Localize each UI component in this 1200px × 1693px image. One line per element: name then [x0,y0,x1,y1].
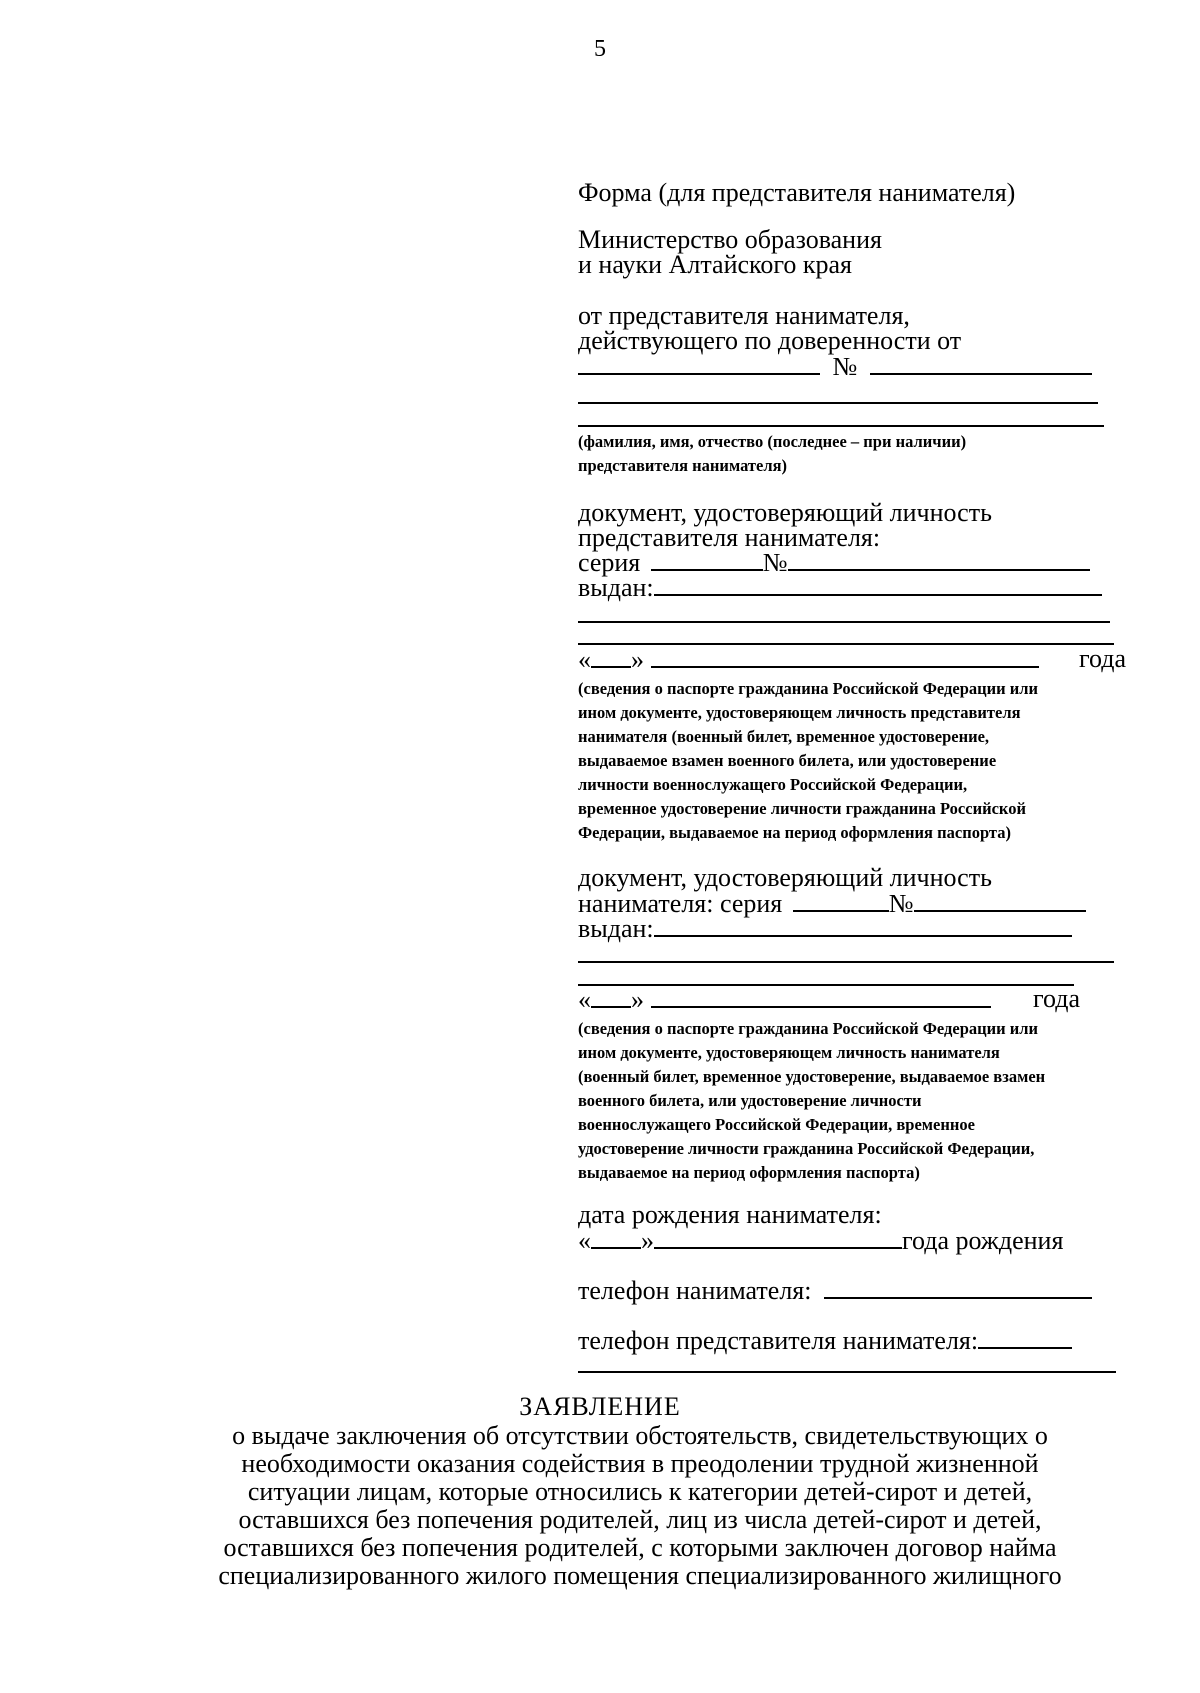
tenant-issued-row [578,915,1118,942]
birth-quote-close: » [641,1226,654,1255]
tenant-date-month-field[interactable] [651,986,991,1008]
tenant-doc-caption-line: удостоверение личности гражданина Российской Федерации, [578,1139,1035,1158]
rep-doc-caption-line: нанимателя (военный билет, временное удостоверение, [578,727,990,746]
rep-series-label: серия [578,548,641,577]
rep-doc-caption-line: ином документе, удостоверяющем личность представителя [578,703,1021,722]
birth-suffix: года рождения [902,1226,1064,1255]
tenant-doc-caption-line: выдаваемое на период оформления паспорта) [578,1163,920,1182]
rep-doc-line-2: представителя нанимателя: [578,523,881,552]
tenant-doc-caption [578,1017,1138,1185]
page-number: 5 [594,36,606,62]
rep-series-field[interactable] [651,549,763,571]
rep-date-month-field[interactable] [651,646,1039,668]
statement-line: необходимости оказания содействия в преодолении трудной жизненной [241,1449,1039,1478]
tenant-doc-caption-line: (сведения о паспорте гражданина Российской Федерации или [578,1019,1039,1038]
rep-phone-row [578,1327,1118,1354]
tenant-doc-series-row [578,890,1118,917]
proxy-number-sign: № [832,352,858,381]
birth-day-field[interactable] [591,1227,641,1249]
tenant-series-field[interactable] [793,890,889,912]
tenant-issued-line-2[interactable] [578,961,1114,963]
statement-heading: ЗАЯВЛЕНИЕ [519,1392,681,1421]
tenant-doc-caption-line: (военный билет, временное удостоверение, выдаваемое взамен [578,1067,1046,1086]
tenant-date-year-label: года [1032,984,1080,1013]
birth-label: дата рождения нанимателя: [578,1200,882,1229]
tenant-date-day-field[interactable] [591,986,631,1008]
rep-phone-field[interactable] [978,1327,1072,1349]
proxy-date-field[interactable] [578,353,820,375]
tenant-number-sign: № [888,889,914,918]
tenant-number-field[interactable] [914,890,1086,912]
rep-name-caption-1: (фамилия, имя, отчество (последнее – при наличии) [578,432,967,451]
rep-issued-row [578,574,1118,601]
rep-date-row [578,646,1126,673]
rep-date-quote-close: » [631,645,644,674]
rep-number-field[interactable] [788,549,1090,571]
rep-doc-caption-line: временное удостоверение личности гражданина Российской [578,799,1026,818]
tenant-date-quote-close: » [631,985,644,1014]
form-title: Форма (для представителя нанимателя) [578,178,1016,207]
rep-date-day-field[interactable] [591,646,631,668]
from-line-2: действующего по доверенности от [578,326,962,355]
tenant-phone-field[interactable] [824,1277,1092,1299]
tenant-issued-label: выдан: [578,914,654,943]
proxy-date-number-row [578,353,1118,383]
addressee-line-2: и науки Алтайского края [578,250,852,279]
rep-phone-label: телефон представителя нанимателя: [578,1326,979,1355]
rep-doc-caption-line: (сведения о паспорте гражданина Российской Федерации или [578,679,1039,698]
addressee-line-1: Министерство образования [578,225,882,254]
statement-line: оставшихся без попечения родителей, лиц из числа детей-сирот и детей, [238,1505,1042,1534]
tenant-doc-caption-line: военнослужащего Российской Федерации, временное [578,1115,975,1134]
rep-date-quote-open: « [578,645,591,674]
statement-line: о выдаче заключения об отсутствии обстоятельств, свидетельствующих о [232,1421,1048,1450]
rep-doc-series-row [578,549,1118,576]
rep-doc-caption [578,677,1138,845]
from-line-1: от представителя нанимателя, [578,301,910,330]
statement-body [170,1422,1110,1590]
rep-issued-line-3[interactable] [578,643,1114,645]
tenant-phone-row [578,1277,1118,1304]
rep-doc-caption-line: личности военнослужащего Российской Федерации, [578,775,968,794]
rep-issued-label: выдан: [578,573,654,602]
rep-issued-field[interactable] [654,574,1102,596]
rep-number-sign: № [762,548,788,577]
statement-line: оставшихся без попечения родителей, с которыми заключен договор найма [223,1533,1057,1562]
rep-name-line-2[interactable] [578,425,1104,427]
rep-name-line-1[interactable] [578,402,1098,404]
rep-date-year-label: года [1078,644,1126,673]
rep-doc-caption-line: выдаваемое взамен военного билета, или удостоверение [578,751,997,770]
tenant-issued-field[interactable] [654,915,1072,937]
tenant-series-label: нанимателя: серия [578,889,783,918]
tenant-doc-line-1: документ, удостоверяющий личность [578,863,992,892]
rep-doc-line-1: документ, удостоверяющий личность [578,498,992,527]
tenant-date-quote-open: « [578,985,591,1014]
tenant-doc-caption-line: военного билета, или удостоверение личности [578,1091,922,1110]
rep-issued-line-2[interactable] [578,621,1110,623]
rep-phone-line-2[interactable] [578,1371,1116,1373]
birth-month-year-field[interactable] [654,1227,902,1249]
statement-line: ситуации лицам, которые относились к категории детей-сирот и детей, [247,1477,1033,1506]
tenant-date-row [578,986,1080,1013]
birth-quote-open: « [578,1226,591,1255]
proxy-number-field[interactable] [870,353,1092,375]
tenant-doc-caption-line: ином документе, удостоверяющем личность нанимателя [578,1043,1000,1062]
rep-doc-caption-line: Федерации, выдаваемое на период оформления паспорта) [578,823,1011,842]
tenant-phone-label: телефон нанимателя: [578,1276,812,1305]
statement-line: специализированного жилого помещения специализированного жилищного [218,1561,1062,1590]
birth-date-row [578,1227,1118,1254]
rep-name-caption-2: представителя нанимателя) [578,456,787,475]
